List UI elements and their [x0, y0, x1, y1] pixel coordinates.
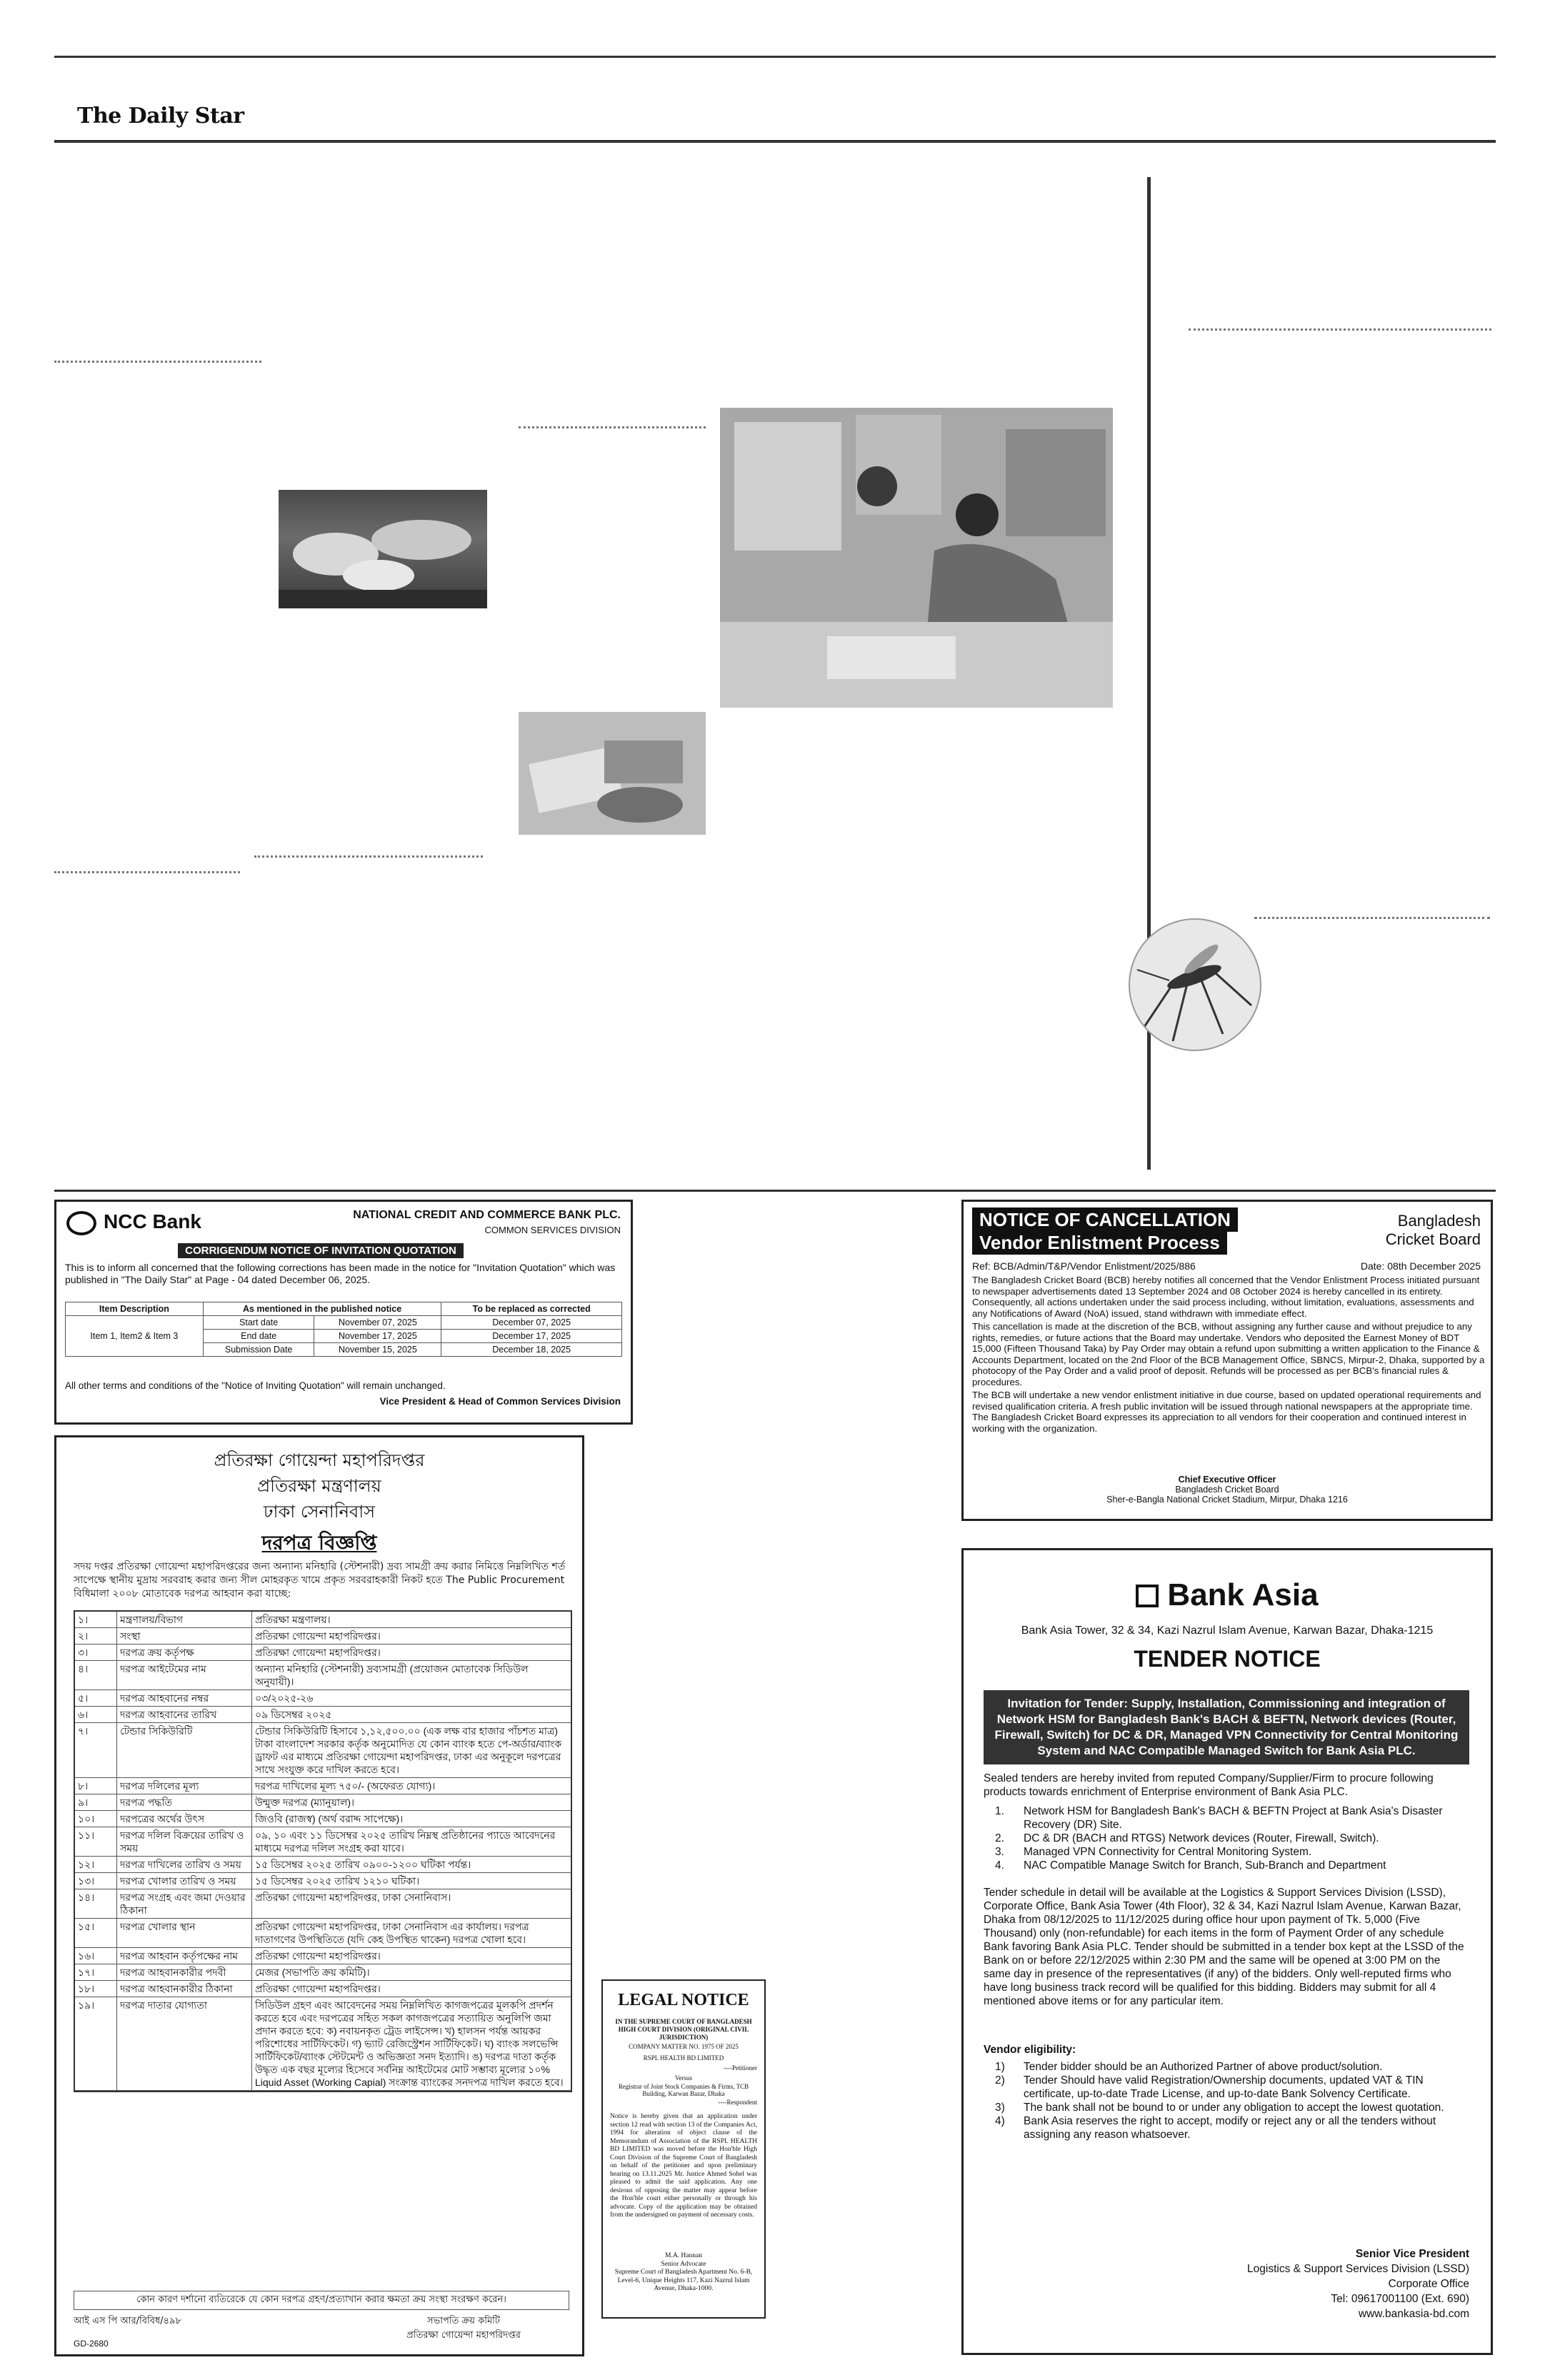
- table-row: [75, 1707, 571, 1723]
- table-cell: জিওবি (রাজস্ব) (অর্থ বরাদ্দ সাপেক্ষে)।: [255, 1813, 404, 1824]
- ncc-table: [65, 1302, 622, 1357]
- ncc-col-published: As mentioned in the published notice: [203, 1302, 441, 1316]
- divider: [54, 361, 261, 363]
- divider: [54, 871, 240, 873]
- table-cell: দরপত্র আহবান কর্তৃপক্ষের নাম: [117, 1948, 252, 1964]
- mosquito-icon: [1130, 920, 1260, 1050]
- table-cell: দরপত্র খোলার স্থান: [117, 1919, 252, 1947]
- legal-court: [610, 2018, 757, 2107]
- table-cell: দরপত্র দাখিলের তারিখ ও সময়: [117, 1857, 252, 1872]
- table-cell: End date: [203, 1330, 314, 1343]
- table-cell: দরপত্র দাতার যোগ্যতা: [117, 1997, 252, 2090]
- table-cell: ১৮।: [75, 1981, 117, 1997]
- table-cell: দরপত্র ক্রয় কর্তৃপক্ষ: [117, 1645, 252, 1660]
- table-row: [75, 1645, 571, 1661]
- dgfi-org: প্রতিরক্ষা গোয়েন্দা মহাপরিদপ্তর: [214, 1450, 425, 1470]
- fire-photo: [279, 490, 487, 608]
- table-row: [75, 1723, 571, 1778]
- table-cell: প্রতিরক্ষা গোয়েন্দা মহাপরিদপ্তর।: [255, 1630, 381, 1642]
- list-item: 4. NAC Compatible Manage Switch for Branch, Sub-Branch and Department: [995, 1859, 1386, 1872]
- table-cell: প্রতিরক্ষা গোয়েন্দা মহাপরিদপ্তর।: [255, 1647, 381, 1658]
- legal-sign-name: M.A. Hannan: [665, 2252, 702, 2259]
- table-cell: দরপত্র আইটেমের নাম: [117, 1661, 252, 1689]
- legal-sign-title: Senior Advocate: [661, 2260, 706, 2268]
- bank-asia-sign-division: Logistics & Support Services Division (LSSD): [1247, 2263, 1469, 2275]
- ncc-col-item: Item Description: [66, 1302, 204, 1316]
- dgfi-intro: সদয় দপ্তর প্রতিরক্ষা গোয়েন্দা মহাপরিদপ্তরের জন্য অন্যান্য মনিহারি (স্টেশনারী) দ্রব্য সামগ্রী ক্রয় করার নিমিত্তে নিম্নলিখিত শর্ত সাপেক্ষে স্থানীয় মুদ্রায় সরবরাহ করার জন্য সীল মোহরকৃত খামে প্রকৃত সরবরাহকারী নিকট হতে The Public Procurement বিধিমালা ২০০৮ মোতাবেক দরপত্র আহবান করা যাচ্ছে:: [74, 1561, 566, 1600]
- table-cell: December 17, 2025: [441, 1330, 622, 1343]
- bcb-para-3: The BCB will undertake a new vendor enlistment initiative in due course, based on updated operational requirements and revised qualification criteria. A fresh public invitation will be issued through national newspapers at the appropriate time. The Bangladesh Cricket Board expresses its appreciation to all vendors for their cooperation and continued interest in working with the organization.: [972, 1390, 1481, 1434]
- table-cell: সিডিউল গ্রহণ এবং আবেদনের সময় নিম্নলিখিত কাগজপত্রের মূলকপি প্রদর্শন করতে হবে এবং দরপত্রের সহিত সকল কাগজপত্রের সত্যায়িত অনুলিপি জমা প্রদান করতে হবে: ক) নবায়নকৃত ট্রেড লাইসেন্স। খ) হালসন পর্যন্ত আয়কর পরিশোধের সার্টিফিকেট। গ) ভ্যাট রেজিস্ট্রেশন সার্টিফিকেট। ঘ) ব্যাংক সলভেন্সি সার্টিফিকেট/ব্যাংক স্টেটমেন্ট ও অভিজ্ঞতা সনদ ইত্যাদি। ঙ) দরপত্র দাতা কর্তৃক উদ্ধৃত এক বছর মূল্যের হিসেবে সর্বনিম্ন আইটেমের মোট সম্ভাব্য মূল্যের ১০% Liquid Asset (Working Capial) সংক্রান্ত ব্যাংকের সনদপত্র দাখিল করতে হবে।: [255, 1999, 564, 2088]
- table-row: [75, 1889, 571, 1919]
- dgfi-location: ঢাকা সেনানিবাস: [263, 1502, 376, 1522]
- table-cell: ১১।: [75, 1827, 117, 1856]
- table-cell: ২।: [75, 1628, 117, 1644]
- table-cell: Start date: [203, 1316, 314, 1330]
- counter-illustration: [720, 408, 1113, 708]
- legal-petitioner-role: ----Petitioner: [724, 2064, 757, 2072]
- legal-notice-ad: [601, 1979, 766, 2319]
- bank-asia-eligibility-title: Vendor eligibility:: [984, 2044, 1076, 2056]
- dgfi-title: দরপত্র বিজ্ঞপ্তি: [261, 1531, 377, 1555]
- legal-petitioner: RSPL HEALTH BD LIMITED: [643, 2054, 724, 2062]
- table-cell: প্রতিরক্ষা গোয়েন্দা মহাপরিদপ্তর।: [255, 1983, 381, 1994]
- table-cell: ০৩/২০২৫-২৬: [255, 1692, 314, 1704]
- table-cell: দরপত্র আহবানের নম্বর: [117, 1690, 252, 1706]
- list-item: 1) Tender bidder should be an Authorized Partner of above product/solution.: [995, 2061, 1383, 2073]
- table-cell: ১৫ ডিসেম্বর ২০২৫ তারিখ ০৯০০-১২০০ ঘটিকা পর্যন্ত।: [255, 1859, 471, 1870]
- table-row: [75, 1778, 571, 1794]
- bank-asia-logo: Bank Asia: [964, 1577, 1491, 1613]
- table-cell: টেন্ডার সিকিউরিটি হিসাবে ১,১২,৫০০.০০ (এক লক্ষ বার হাজার পাঁচশত মাত্র) টাকা বাংলাদেশ সরকার কর্তৃক অনুমোদিত যে কোন ব্যাংক হতে পে-অর্ডার/ব্যাংক ড্রাফট এর মাধ্যমে প্রতিরক্ষা গোয়েন্দা মহাপরিদপ্তর, ঢাকা এর অনুকূলে দরপত্রের সাথে সংযুক্ত করে দাখিল করতে হবে।: [255, 1725, 562, 1775]
- table-row: [75, 1827, 571, 1857]
- table-cell: ৩।: [75, 1645, 117, 1660]
- ncc-bank-name: NATIONAL CREDIT AND COMMERCE BANK PLC.: [353, 1209, 621, 1221]
- bcb-logo: [1386, 1212, 1481, 1249]
- table-row: [75, 1794, 571, 1811]
- table-cell: ০৯, ১০ এবং ১১ ডিসেম্বর ২০২৫ তারিখ নিম্নস্থ প্রতিষ্ঠানের প্যাডে আবেদনের মাধ্যমে দরপত্র দলিল সংগ্রহ করা যাবে।: [255, 1829, 556, 1854]
- list-item: 3. Managed VPN Connectivity for Central Monitoring System.: [995, 1846, 1312, 1858]
- banknote-illustration: [519, 712, 706, 835]
- bank-asia-tel: Tel: 09617001100 (Ext. 690): [1331, 2293, 1469, 2305]
- bank-asia-signature: [1247, 2246, 1469, 2321]
- table-row: [75, 1690, 571, 1707]
- dgfi-table: [74, 1610, 572, 2092]
- bcb-signature: [964, 1475, 1491, 1505]
- table-row: [75, 1997, 571, 2091]
- table-row: [75, 1919, 571, 1948]
- dgfi-reserve: কোন কারণ দর্শানো ব্যতিরেকে যে কোন দরপত্র গ্রহণ/প্রত্যাখান করার ক্ষমতা ক্রয় সংস্থা সংরক্ষণ করেন।: [74, 2291, 569, 2310]
- ncc-footer: All other terms and conditions of the "Notice of Inviting Quotation" will remain unchanged.: [65, 1380, 446, 1391]
- list-item: 3) The bank shall not be bound to or under any obligation to accept the lowest quotation.: [995, 2102, 1444, 2114]
- ncc-logo-icon: [66, 1211, 96, 1235]
- table-row: [75, 1964, 571, 1981]
- table-cell: ১৬।: [75, 1948, 117, 1964]
- divider: [254, 855, 483, 858]
- table-cell: December 18, 2025: [441, 1343, 622, 1357]
- table-cell: দরপত্র সংগ্রহ এবং জমা দেওয়ার ঠিকানা: [117, 1889, 252, 1918]
- ncc-intro: This is to inform all concerned that the following corrections has been made in the notice for "Invitation Quotation" which was published in "The Daily Star" at Page - 04 dated December 06, 2025.: [65, 1262, 616, 1285]
- table-cell: ৪।: [75, 1661, 117, 1689]
- table-row: [75, 1948, 571, 1964]
- list-item: 1. Network HSM for Bangladesh Bank's BACH & BEFTN Project at Bank Asia's Disaster Recovery (DR) Site.: [995, 1805, 1443, 1831]
- legal-respondent-role: ----Respondent: [718, 2099, 757, 2106]
- bcb-sign-org: Bangladesh Cricket Board: [1175, 1485, 1279, 1495]
- bcb-body: [972, 1275, 1486, 1434]
- table-cell: Submission Date: [203, 1343, 314, 1357]
- table-cell: ১৪।: [75, 1889, 117, 1918]
- legal-respondent: Registrar of Joint Stock Companies & Firms, TCB Building, Karwan Bazar, Dhaka: [618, 2083, 749, 2097]
- mosquito-photo: [1129, 918, 1261, 1051]
- bcb-ref: Ref: BCB/Admin/T&P/Vendor Enlistment/2025/886: [972, 1260, 1196, 1272]
- ncc-notice-title: CORRIGENDUM NOTICE OF INVITATION QUOTATION: [178, 1243, 464, 1258]
- table-row: [75, 1661, 571, 1690]
- bank-asia-items: [984, 1804, 1469, 1872]
- table-cell: ৮।: [75, 1778, 117, 1794]
- legal-versus: Versus: [675, 2074, 692, 2082]
- bank-asia-logo-icon: [1136, 1585, 1159, 1607]
- table-cell: ৭।: [75, 1723, 117, 1777]
- table-cell: ১৯।: [75, 1997, 117, 2090]
- legal-court-name: IN THE SUPREME COURT OF BANGLADESH HIGH COURT DIVISION (ORIGINAL CIVIL JURISDICTION): [615, 2018, 752, 2041]
- table-cell: প্রতিরক্ষা গোয়েন্দা মহাপরিদপ্তর, ঢাকা সেনানিবাস এর কার্যালয়। দরপত্র দাতাগণের উপস্থিতিতে (যদি কেহ উপস্থিত থাকেন) দরপত্র খোলা হবে।: [255, 1921, 529, 1945]
- table-cell: November 07, 2025: [314, 1316, 441, 1330]
- bank-asia-intro: Sealed tenders are hereby invited from reputed Company/Supplier/Firm to procure following products towards enrichment of Enterprise environment of Bank Asia PLC.: [984, 1772, 1434, 1798]
- bank-asia-title: TENDER NOTICE: [1134, 1646, 1321, 1672]
- bcb-cancellation-ad: [961, 1200, 1493, 1521]
- divider: [1189, 328, 1491, 331]
- banknote-photo: [519, 712, 706, 835]
- table-cell: দরপত্র দাখিলের মূল্য ৭৫০/- (অফেরত যোগ্য)।: [255, 1780, 436, 1792]
- table-cell: টেন্ডার সিকিউরিটি: [117, 1723, 252, 1777]
- bank-asia-tender-ad: [961, 1548, 1493, 2355]
- dgfi-tender-ad: [54, 1435, 584, 2356]
- table-cell: ১০।: [75, 1811, 117, 1827]
- bcb-sign-title: Chief Executive Officer: [1178, 1475, 1276, 1485]
- dgfi-ref: আই এস পি আর/বিবিধ/৪৯৮: [74, 2316, 181, 2326]
- table-cell: ১৫ ডিসেম্বর ২০২৫ তারিখ ১২১০ ঘটিকা।: [255, 1875, 420, 1887]
- table-cell: দরপত্র দলিল বিক্রয়ের তারিখ ও সময়: [117, 1827, 252, 1856]
- table-row: [75, 1981, 571, 1997]
- table-cell: দরপত্র দলিলের মূল্য: [117, 1778, 252, 1794]
- divider: [1254, 917, 1490, 919]
- dgfi-ministry: প্রতিরক্ষা মন্ত্রণালয়: [257, 1476, 381, 1496]
- table-row: [75, 1628, 571, 1645]
- masthead-rule: [54, 140, 1496, 143]
- table-cell: November 15, 2025: [314, 1343, 441, 1357]
- counter-photo: [720, 408, 1113, 708]
- fire-illustration: [279, 490, 487, 608]
- table-cell: সংস্থা: [117, 1628, 252, 1644]
- bcb-logo-line2: Cricket Board: [1385, 1230, 1481, 1248]
- table-cell: ০৯ ডিসেম্বর ২০২৫: [255, 1709, 332, 1720]
- table-cell: দরপত্র আহবানকারীর ঠিকানা: [117, 1981, 252, 1997]
- table-cell: প্রতিরক্ষা গোয়েন্দা মহাপরিদপ্তর।: [255, 1950, 381, 1962]
- table-cell: ১২।: [75, 1857, 117, 1872]
- table-cell: ১৩।: [75, 1873, 117, 1889]
- bcb-logo-line1: Bangladesh: [1397, 1212, 1481, 1230]
- table-cell: ৬।: [75, 1707, 117, 1722]
- ncc-signatory: Vice President & Head of Common Services Division: [379, 1396, 621, 1407]
- bcb-sign-address: Sher-e-Bangla National Cricket Stadium, Mirpur, Dhaka 1216: [1106, 1495, 1348, 1505]
- bcb-para-2: This cancellation is made at the discretion of the BCB, without assigning any further cause and without prejudice to any rights, remedies, or future actions that the Board may undertake. Vendors who deposited the Earnest Money of BDT 15,000 (Fifteen Thousand Taka) by Pay Order may obtain a refund upon submitting a written application to the Finance & Accounts Department, located on the 2nd Floor of the BCB Management Office, SBNCS, Mirpur-2, Dhaka, supported by a photocopy of the Pay Order and a valid proof of deposit. Refunds will be processed as per BCB's financial rules & procedures.: [972, 1321, 1485, 1387]
- content-bottom-rule: [54, 1190, 1496, 1192]
- bank-asia-web: www.bankasia-bd.com: [1358, 2308, 1469, 2320]
- dgfi-sign2: প্রতিরক্ষা গোয়েন্দা মহাপরিদপ্তর: [406, 2330, 521, 2341]
- table-cell: অন্যান্য মনিহারি (স্টেশনারী) দ্রব্যসামগ্রী (প্রয়োজন মোতাবেক সিডিউল অনুযায়ী)।: [255, 1663, 529, 1687]
- table-cell: ১৭।: [75, 1964, 117, 1980]
- masthead: The Daily Star: [77, 104, 244, 129]
- table-cell: ৫।: [75, 1690, 117, 1706]
- bank-asia-schedule: Tender schedule in detail will be available at the Logistics & Support Services Division (LSSD), Corporate Office, Bank Asia Tower (4th Floor), 32 & 34, Kazi Nazrul Islam Avenue, Karwan Bazar, Dhaka from 08/12/2025 to 11/12/2025 during office hour upon payment of Tk. 5,000 (Five Thousand) only (non-refundable) for each items in the form of Payment Order of any schedule Bank favoring Bank Asia PLC. Tender should be submitted in a tender box kept at the LSSD of the Bank on or before 22/12/2025 within 2:30 PM and the same will be opened at 3:00 PM on the same day in presence of the representatives (if any) of the bidders. Only well-reputed firms who have long business track record will be qualified for this bidding. Bidders may submit for all 4 mentioned above items or for any particular item.: [984, 1887, 1464, 2007]
- table-cell: মেজর (সভাপতি ক্রয় কমিটি)।: [255, 1967, 370, 1978]
- table-cell: দরপত্র খোলার তারিখ ও সময়: [117, 1873, 252, 1889]
- table-row: [75, 1811, 571, 1827]
- bcb-title: NOTICE OF CANCELLATION: [972, 1207, 1238, 1232]
- bank-asia-sign-office: Corporate Office: [1388, 2278, 1469, 2290]
- bank-asia-sign-title: Senior Vice President: [1355, 2248, 1469, 2260]
- bcb-date: Date: 08th December 2025: [1360, 1260, 1481, 1272]
- bank-asia-eligibility: [984, 2060, 1469, 2142]
- table-cell: মন্ত্রণালয়/বিভাগ: [117, 1612, 252, 1627]
- ncc-logo: NCC Bank: [66, 1210, 201, 1235]
- table-row: [75, 1612, 571, 1628]
- legal-title: LEGAL NOTICE: [618, 1991, 749, 2009]
- table-cell: ১।: [75, 1612, 117, 1627]
- divider: [519, 426, 706, 428]
- bcb-subtitle: Vendor Enlistment Process: [972, 1230, 1227, 1255]
- list-item: 2. DC & DR (BACH and RTGS) Network devices (Router, Firewall, Switch).: [995, 1832, 1379, 1844]
- list-item: 4) Bank Asia reserves the right to accept, modify or reject any or all the tenders without assigning any reason whatsoever.: [995, 2115, 1436, 2141]
- table-cell: দরপত্র আহবানের তারিখ: [117, 1707, 252, 1722]
- table-cell: প্রতিরক্ষা গোয়েন্দা মহাপরিদপ্তর, ঢাকা সেনানিবাস।: [255, 1892, 451, 1903]
- dgfi-sign1: সভাপতি ক্রয় কমিটি: [427, 2316, 500, 2326]
- table-cell: November 17, 2025: [314, 1330, 441, 1343]
- bcb-para-1: The Bangladesh Cricket Board (BCB) hereby notifies all concerned that the Vendor Enlistment Process initiated pursuant to newspaper advertisements dated 13 September 2024 and 08 October 2024 is hereby cancelled in its entirety. Consequently, all actions undertaken under the said process including, without limitation, evaluations, assessments and any Notifications of Award (NoA) issued, stand withdrawn with immediate effect.: [972, 1275, 1480, 1319]
- table-row: [75, 1857, 571, 1873]
- legal-matter: COMPANY MATTER NO. 1975 OF 2025: [629, 2043, 739, 2050]
- table-cell: ৯।: [75, 1794, 117, 1810]
- ncc-division: COMMON SERVICES DIVISION: [484, 1225, 621, 1235]
- ncc-bank-ad: [54, 1200, 633, 1425]
- table-row: [75, 1873, 571, 1889]
- bank-asia-invitation: Invitation for Tender: Supply, Installation, Commissioning and integration of Network HSM for Bangladesh Bank's BACH & BEFTN, Network devices (Router, Firewall, Switch) for DC & DR, Managed VPN Connectivity for Central Monitoring System and NAC Compatible Managed Switch for Bank Asia PLC.: [984, 1690, 1469, 1764]
- dgfi-gd: GD-2680: [74, 2339, 109, 2349]
- legal-sign-address: Supreme Court of Bangladesh Apartment No. 6-B, Level-6, Unique Heights 117, Kazi Nazrul Islam Avenue, Dhaka-1000.: [614, 2269, 753, 2292]
- table-cell: দরপত্র পদ্ধতি: [117, 1794, 252, 1810]
- table-cell: December 07, 2025: [441, 1316, 622, 1330]
- table-cell: ১৫।: [75, 1919, 117, 1947]
- bank-asia-address: Bank Asia Tower, 32 & 34, Kazi Nazrul Islam Avenue, Karwan Bazar, Dhaka-1215: [1021, 1625, 1434, 1637]
- table-cell: প্রতিরক্ষা মন্ত্রণালয়।: [255, 1614, 331, 1625]
- top-rule: [54, 56, 1496, 58]
- ncc-col-corrected: To be replaced as corrected: [441, 1302, 622, 1316]
- table-cell: দরপত্র আহবানকারীর পদবী: [117, 1964, 252, 1980]
- table-cell: দরপত্রের অর্থের উৎস: [117, 1811, 252, 1827]
- table-cell: উন্মুক্ত দরপত্র (ম্যানুয়াল)।: [255, 1797, 355, 1808]
- legal-body: Notice is hereby given that an application under section 12 read with section 13 of the Companies Act, 1994 for alteration of object clause of the Memorandum of Association of the RSPL HEALTH BD LIMITED was moved before the Hon'ble High Court Division of the Supreme Court of Bangladesh on behalf of the petitioner and upon preliminary hearing on 13.11.2025 Mr. Justice Ahmed Sohel was pleased to admit the said application. Any one desirous of opposing the matter may appear before the Hon'ble court either personally or through his advocate. Copy of the application may be obtained from the undersigned on payment of necessary costs.: [610, 2113, 757, 2219]
- ncc-item-cell: Item 1, Item2 & Item 3: [66, 1316, 204, 1357]
- legal-signature: [610, 2252, 757, 2294]
- list-item: 2) Tender Should have valid Registration/Ownership documents, updated VAT & TIN certificate, up-to-date Trade License, and up-to-date Bank Solvency Certificate.: [995, 2074, 1424, 2100]
